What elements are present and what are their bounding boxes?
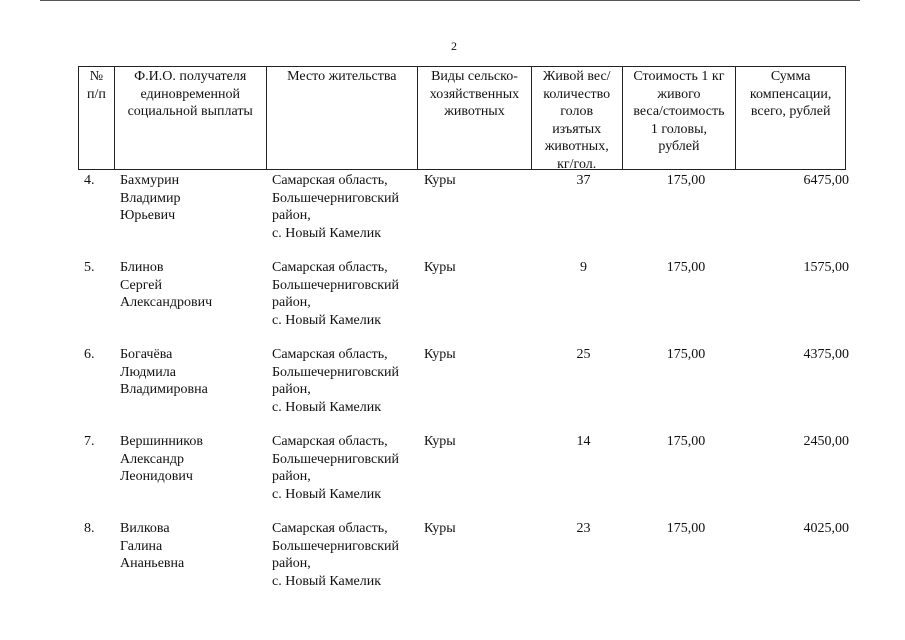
address-line: район, — [272, 295, 311, 310]
header-animal-type — [418, 67, 532, 169]
name-line: Вершинников — [120, 434, 204, 449]
address-line: Самарская область, — [272, 521, 388, 536]
table-header — [78, 66, 846, 170]
header-weight — [532, 67, 623, 169]
compensation-sum: 1575,00 — [803, 260, 849, 275]
header-line: Ф.И.О. получателя — [134, 69, 247, 84]
header-line: социальной выплаты — [127, 104, 253, 119]
address-line: Большечерниговский — [272, 451, 400, 467]
table-row — [78, 520, 849, 607]
header-number — [79, 67, 115, 169]
name-line: Бахмурин — [120, 173, 180, 188]
header-line: животных, — [544, 139, 609, 154]
page-number: 2 — [451, 39, 457, 53]
name-line: Людмила — [120, 364, 176, 380]
table-row — [78, 433, 849, 520]
address-line: Большечерниговский — [272, 277, 400, 293]
header-line: кг/гол. — [557, 156, 597, 169]
name-line: Леонидович — [120, 469, 193, 484]
unit-price: 175,00 — [666, 173, 706, 188]
residence-address — [272, 346, 399, 416]
unit-price: 175,00 — [666, 260, 706, 275]
row-number: 7. — [84, 434, 95, 449]
recipient-name — [120, 259, 212, 312]
table-row — [78, 172, 849, 259]
address-line: Самарская область, — [272, 260, 388, 275]
header-line: 1 головы, — [650, 121, 708, 137]
header-price — [623, 67, 737, 169]
name-line: Блинов — [120, 260, 164, 275]
animal-type: Куры — [424, 347, 456, 362]
header-line: единовременной — [140, 86, 240, 102]
row-number: 4. — [84, 173, 95, 188]
name-line: Александр — [120, 451, 184, 467]
residence-address — [272, 172, 399, 242]
address-line: с. Новый Камелик — [272, 312, 382, 328]
header-line: изъятых — [552, 121, 602, 137]
recipient-name — [120, 172, 181, 225]
address-line: с. Новый Камелик — [272, 225, 382, 241]
compensation-sum: 2450,00 — [803, 434, 849, 449]
row-number: 5. — [84, 260, 95, 275]
address-line: район, — [272, 208, 311, 223]
compensation-sum: 6475,00 — [803, 173, 849, 188]
animal-type: Куры — [424, 260, 456, 275]
compensation-sum: 4375,00 — [803, 347, 849, 362]
name-line: Ананьевна — [120, 556, 185, 571]
recipient-name — [120, 346, 208, 399]
header-line: животных — [444, 104, 505, 119]
compensation-sum: 4025,00 — [803, 521, 849, 536]
address-line: Самарская область, — [272, 434, 388, 449]
table-row — [78, 259, 849, 346]
weight-count: 9 — [580, 260, 587, 275]
name-line: Владимировна — [120, 382, 208, 397]
header-residence — [267, 67, 419, 169]
recipient-name — [120, 433, 203, 486]
table-body — [78, 172, 849, 607]
header-line: компенсации, — [749, 86, 832, 102]
header-line: Виды сельско- — [431, 69, 518, 84]
header-line: Живой вес/ — [542, 69, 611, 84]
address-line: с. Новый Камелик — [272, 399, 382, 415]
unit-price: 175,00 — [666, 434, 706, 449]
header-line: количество — [543, 86, 611, 102]
header-line: рублей — [658, 139, 700, 154]
weight-count: 37 — [576, 173, 591, 188]
address-line: район, — [272, 469, 311, 484]
address-line: Большечерниговский — [272, 538, 400, 554]
residence-address — [272, 259, 399, 329]
table-row — [78, 346, 849, 433]
header-line: веса/стоимость — [633, 104, 725, 119]
name-line: Юрьевич — [120, 208, 176, 223]
address-line: район, — [272, 382, 311, 397]
weight-count: 14 — [576, 434, 591, 449]
address-line: район, — [272, 556, 311, 571]
unit-price: 175,00 — [666, 347, 706, 362]
name-line: Вилкова — [120, 521, 170, 536]
residence-address — [272, 433, 399, 503]
header-sum — [736, 67, 845, 169]
row-number: 8. — [84, 521, 95, 536]
recipient-name — [120, 520, 184, 573]
header-fio — [115, 67, 267, 169]
address-line: Большечерниговский — [272, 190, 400, 206]
address-line: Самарская область, — [272, 347, 388, 362]
header-line: Стоимость 1 кг — [633, 69, 725, 84]
address-line: Большечерниговский — [272, 364, 400, 380]
header-line: Сумма — [770, 69, 811, 84]
header-line: п/п — [87, 86, 106, 102]
name-line: Владимир — [120, 190, 181, 206]
weight-count: 25 — [576, 347, 591, 362]
animal-type: Куры — [424, 173, 456, 188]
address-line: с. Новый Камелик — [272, 573, 382, 589]
address-line: с. Новый Камелик — [272, 486, 382, 502]
top-rule — [40, 0, 860, 1]
header-line: живого — [657, 86, 701, 102]
name-line: Сергей — [120, 277, 162, 293]
animal-type: Куры — [424, 521, 456, 536]
name-line: Богачёва — [120, 347, 173, 362]
weight-count: 23 — [576, 521, 591, 536]
name-line: Галина — [120, 538, 163, 554]
header-line: голов — [560, 104, 594, 119]
row-number: 6. — [84, 347, 95, 362]
header-line: всего, рублей — [750, 104, 831, 119]
header-line: Место жительства — [287, 69, 397, 84]
animal-type: Куры — [424, 434, 456, 449]
address-line: Самарская область, — [272, 173, 388, 188]
name-line: Александрович — [120, 295, 213, 310]
residence-address — [272, 520, 399, 590]
header-line: № — [89, 69, 104, 84]
header-line: хозяйственных — [429, 86, 520, 102]
unit-price: 175,00 — [666, 521, 706, 536]
